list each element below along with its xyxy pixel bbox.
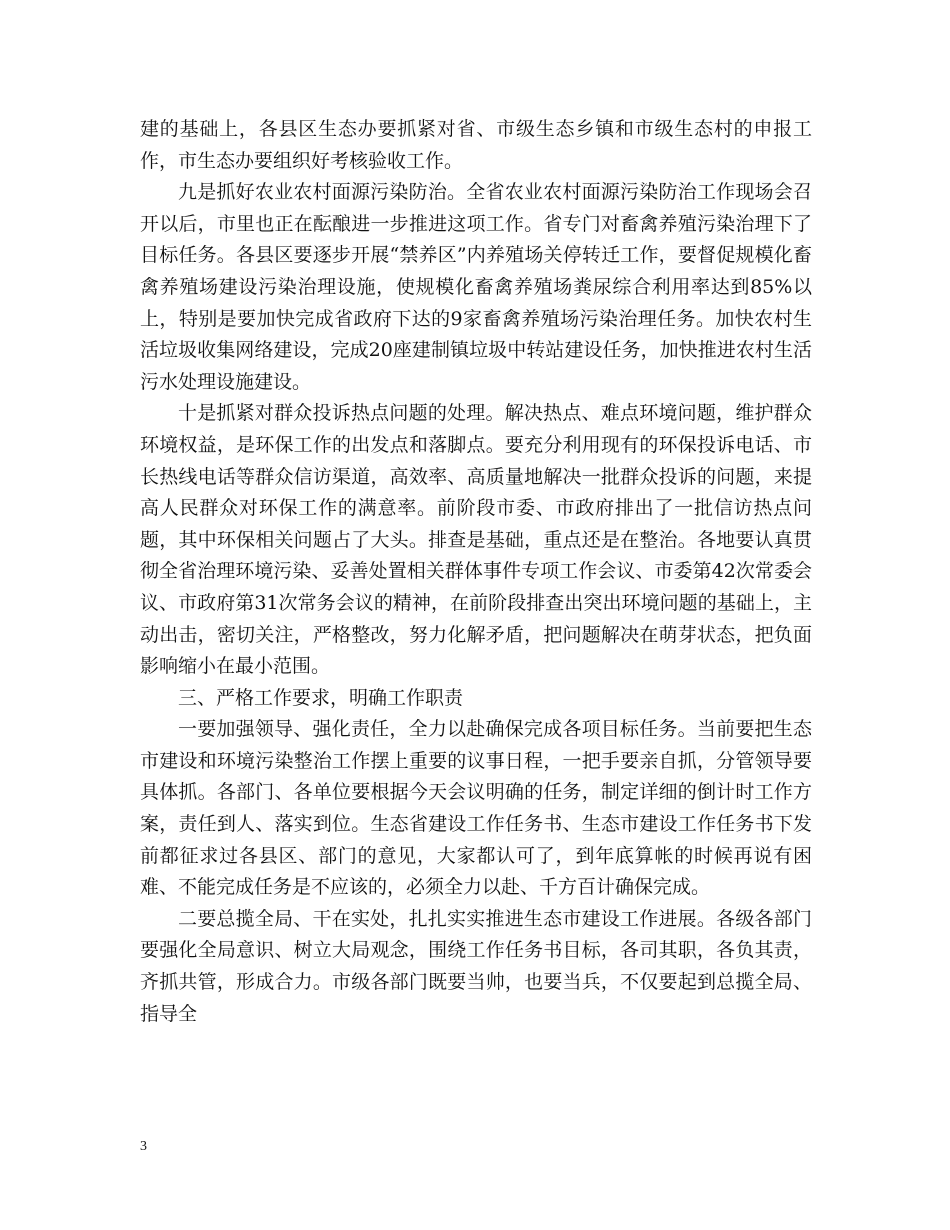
paragraph-continuation: 建的基础上，各县区生态办要抓紧对省、市级生态乡镇和市级生态村的申报工作，市生态办要组织好考核验收工作。 bbox=[140, 118, 812, 172]
paragraph-item-nine: 九是抓好农业农村面源污染防治。全省农业农村面源污染防治工作现场会召开以后，市里也正在酝酿进一步推进这项工作。省专门对畜禽养殖污染治理下了目标任务。各县区要逐步开展“禁养区”内养殖场关停转迁工作，要督促规模化畜禽养殖场建设污染治理设施，使规模化畜禽养殖场粪尿综合利用率达到85%以上，特别是要加快完成省政府下达的9家畜禽养殖场污染治理任务。加快农村生活垃圾收集网络建设，完成20座建制镇垃圾中转站建设任务，加快推进农村生活污水处理设施建设。 bbox=[140, 181, 812, 393]
paragraph-item-ten: 十是抓紧对群众投诉热点问题的处理。解决热点、难点环境问题，维护群众环境权益，是环保工作的出发点和落脚点。要充分利用现有的环保投诉电话、市长热线电话等群众信访渠道，高效率、高质量地解决一批群众投诉的问题，来提高人民群众对环保工作的满意率。前阶段市委、市政府排出了一批信访热点问题，其中环保相关问题占了大头。排查是基础，重点还是在整治。各地要认真贯彻全省治理环境污染、妥善处置相关群体事件专项工作会议、市委第42次常委会议、市政府第31次常务会议的精神，在前阶段排查出突出环境问题的基础上，主动出击，密切关注，严格整改，努力化解矛盾，把问题解决在萌芽状态，把负面影响缩小在最小范围。 bbox=[140, 402, 812, 678]
section-heading-three: 三、严格工作要求，明确工作职责 bbox=[178, 686, 464, 709]
paragraph-requirement-one: 一要加强领导、强化责任，全力以赴确保完成各项目标任务。当前要把生态市建设和环境污染整治工作摆上重要的议事日程，一把手要亲自抓，分管领导要具体抓。各部门、各单位要根据今天会议明确的任务，制定详细的倒计时工作方案，责任到人、落实到位。生态省建设工作任务书、生态市建设工作任务书下发前都征求过各县区、部门的意见，大家都认可了，到年底算帐的时候再说有困难、不能完成任务是不应该的，必须全力以赴、千方百计确保完成。 bbox=[140, 718, 812, 899]
document-body bbox=[140, 114, 812, 1030]
page-number: 3 bbox=[140, 1139, 147, 1154]
paragraph-requirement-two: 二要总揽全局、干在实处，扎扎实实推进生态市建设工作进展。各级各部门要强化全局意识、树立大局观念，围绕工作任务书目标，各司其职，各负其责，齐抓共管，形成合力。市级各部门既要当帅，也要当兵，不仅要起到总揽全局、指导全 bbox=[140, 907, 812, 1025]
